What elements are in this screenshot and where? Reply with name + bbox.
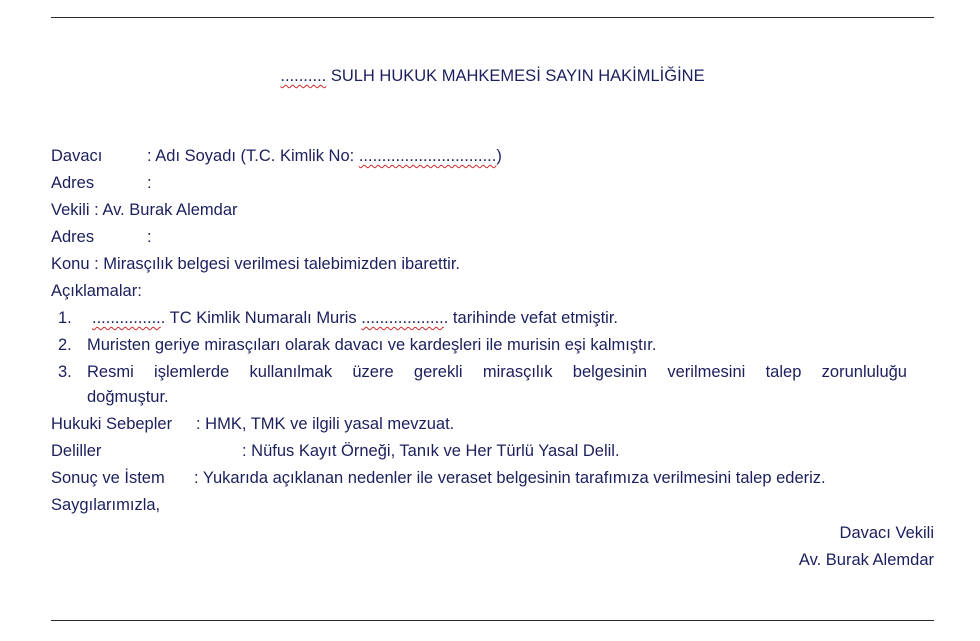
deliller-row (51, 442, 620, 461)
vekili-label: Vekili (51, 201, 90, 219)
adres-row-2 (51, 228, 152, 247)
adres-label: Adres (51, 174, 95, 192)
hukuki-label: Hukuki Sebepler (51, 415, 173, 433)
tc-placeholder-dots: .............................. (358, 147, 497, 165)
davaci-row (51, 147, 502, 166)
sonuc-value: : Yukarıda açıklanan nedenler ile veraset belgesinin tarafımıza verilmesini talep ederiz. (194, 469, 826, 487)
title-placeholder-dots: .......... (280, 67, 327, 85)
title-text: SULH HUKUK MAHKEMESİ SAYIN HAKİMLİĞİNE (326, 67, 705, 85)
konu-value: : Mirasçılık belgesi verilmesi talebimizden ibarettir. (94, 255, 461, 273)
closing-text: Saygılarımızla, (51, 496, 161, 514)
list-item-number: 3. (58, 363, 72, 381)
aciklamalar-label: Açıklamalar (51, 282, 138, 300)
tc-placeholder-dots: ............... (92, 309, 161, 327)
vekili-row (51, 201, 238, 220)
signature-role: Davacı Vekili (839, 524, 934, 542)
hukuki-value: : HMK, TMK ve ilgili yasal mevzuat. (196, 415, 455, 433)
davaci-value: : Adı Soyadı (T.C. Kimlik No: (147, 147, 359, 165)
list-item-text: Muristen geriye mirasçıları olarak davacı ve kardeşleri ile murisin eşi kalmıştır. (87, 336, 657, 354)
deliller-label: Deliller (51, 442, 102, 460)
sonuc-row (51, 469, 826, 488)
list-item-text: Resmi işlemlerde kullanılmak üzere gerekli mirasçılık belgesinin verilmesini talep zorunluluğu (87, 363, 907, 381)
page-title (51, 67, 934, 86)
deliller-value: : Nüfus Kayıt Örneği, Tanık ve Her Türlü Yasal Delil. (242, 442, 620, 460)
list-item-number: 1. (58, 309, 72, 327)
top-rule (51, 17, 934, 18)
list-item-continuation: doğmuştur. (87, 388, 169, 406)
aciklamalar-value: : (137, 282, 142, 300)
adres-value: : (147, 228, 152, 246)
konu-label: Konu (51, 255, 90, 273)
adres-label: Adres (51, 228, 95, 246)
date-placeholder-dots: .................. (361, 309, 444, 327)
list-item-text (92, 309, 618, 328)
list-item-number: 2. (58, 336, 72, 354)
davaci-label: Davacı (51, 147, 103, 165)
konu-row (51, 255, 460, 274)
vekili-value: : Av. Burak Alemdar (94, 201, 238, 219)
adres-value: : (147, 174, 152, 192)
aciklamalar-row (51, 282, 142, 301)
list-item-text-part: . tarihinde vefat etmiştir. (443, 309, 619, 327)
davaci-value-end: ) (496, 147, 502, 165)
list-item-text-part: . TC Kimlik Numaralı Muris (160, 309, 362, 327)
hukuki-row (51, 415, 454, 434)
signature-name: Av. Burak Alemdar (798, 551, 934, 569)
bottom-rule (51, 620, 934, 621)
sonuc-label: Sonuç ve İstem (51, 469, 165, 487)
adres-row-1 (51, 174, 152, 193)
